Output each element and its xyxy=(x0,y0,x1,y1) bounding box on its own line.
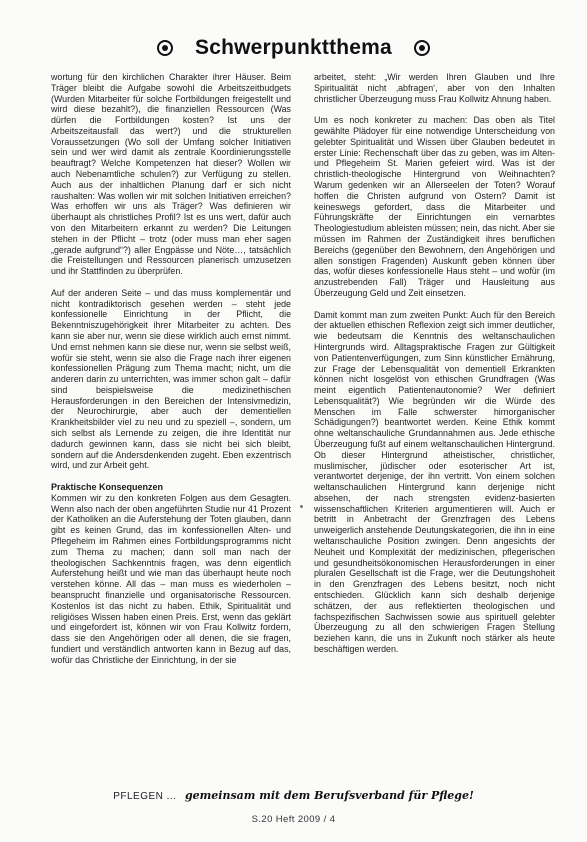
body-paragraph: Damit kommt man zum zweiten Punkt: Auch für den Bereich der aktuellen ethischen Reflexion zeigt sich immer deutlicher, wie bedeutsam die Kenntnis des weltanschaulichen Hintergrunds wird. Alltagspraktische Fragen zur Gültigkeit von Patientenverfügungen, zum Sinn künstlicher Ernährung, zur Frage der Lebensqualität von dementiell Erkrankten können nicht losgelöst von ethischen Grundfragen (Was meint eigentlich Patientenautonomie? Wer definiert Lebensqualität?) Wie begründen wir die Würde des Menschen im Falle schwerster hirnorganischer Schädigungen?) beantwortet werden. Keine Ethik kommt ohne weltanschauliche Grundannahmen aus. Jede ethische Überzeugung fußt auf einem weltanschaulichen Hintergrund. Ob dieser Hintergrund atheistischer, christlicher, muslimischer, jüdischer oder esoterischer Art ist, verantwortet derjenige, der ihn vertritt. Von einem solchen weltanschaulichen Hintergrund kann derjenige nicht absehen, der nach strengsten evidenz-basierten wissenschaftlichen Kriterien argumentieren will. Auch er betritt in Anbetracht der Grenzfragen des Lebens unweigerlich anstehende Deutungskategorien, die ihn in eine weltanschauliche Position zwingen. Denn angesichts der Neuheit und Komplexität der medizinischen, pflegerischen und gesundheitsökonomischen Herausforderungen in einer pluralen Gesellschaft ist die Frage, wer die Deutungshoheit in den Grenzfragen des Lebens besitzt, noch nicht entschieden. Glücklich kann sich deshalb derjenige schätzen, der aus reflektierten theologischen und fachspezifischen Sachwissen sowie aus spirituell gelebter Überzeugung zu all den schwierigen Fragen Stellung beziehen kann, die uns in Zukunft noch stärker als heute beschäftigen werden. xyxy=(314,309,555,654)
body-paragraph: wortung für den kirchlichen Charakter ihrer Häuser. Beim Träger bleibt die Aufgabe sowohl die Arbeitszeitbudgets (Wurden Mitarbeiter für solche Fortbildungen freigestellt und wird diese bezahlt?), die finanziellen Ressourcen (Was dürfen die Fortbildungen kosten? Ist uns der Arbeitszeitausfall das wert?) und die strukturellen Voraussetzungen (Wo soll der Umfang solcher Initiativen sein und wer wird damit als zentrale Koordinierungsstelle beauftragt? Welche Kompetenzen hat dieser? Wollen wir auch Nebenamtliche schulen?) zur Verfügung zu stellen. Auch aus der inhaltlichen Planung darf er sich nicht raushalten: Was wollen wir mit solchen Initiativen erreichen? Was erhoffen wir uns als Träger? Was definieren wir überhaupt als christliches Profil? Ist es uns wert, dafür auch von den Mitarbeitern erkannt zu werden? Die Leitungen stehen in der Pflicht – trotz (oder muss man eher sagen „gerade aufgrund“?) aller Engpässe und Nöte…, tatsächlich die Freistellungen und Ressourcen planerisch umzusetzen und ihr Stattfinden zu überprüfen. xyxy=(51,72,291,277)
page-header xyxy=(0,36,587,62)
target-ornament-icon xyxy=(414,40,430,56)
target-ornament-icon xyxy=(157,40,173,56)
body-paragraph: Auf der anderen Seite – und das muss komplementär und nicht kontradiktorisch gesehen werden – steht jede konfessionelle Einrichtung in der Pflicht, die Bekenntniszugehörigkeit ihrer Mitarbeiter zu achten. Des kann sie aber nur, wenn sie diese wirklich auch ernst nimmt. Und ernst nehmen kann sie diese nur, wenn sie selbst weiß, wofür sie steht, wenn sie also die Frage nach ihrer eigenen konfessionellen Prägung zum Thema macht; nicht, um die anderen darin zu unterrichten, was immer schon galt – dafür sind beispielsweise die medizinethischen Herausforderungen in den Bereichen der Intensivmedizin, der Neurochirurgie, aber auch der dementiellen Krankheitsbilder viel zu neu und zu speziell –, sondern, um sich selbst als Lernende zu zeigen, die ihre Identität nur dadurch gewinnen kann, dass sie nicht bei sich bleibt, sondern auf die Andersdenkenden zugeht. Eben exzentrisch wird, und zur Arbeit geht. xyxy=(51,287,291,471)
body-paragraph: Um es noch konkreter zu machen: Das oben als Titel gewählte Plädoyer für eine notwendige Unterscheidung von gelebter Spiritualität und Wissen über Glauben bedeutet in erster Linie: Rechenschaft über das zu geben, was im Alten- und Pflegeheim St. Marien gefeiert wird. Was ist der christlich-theologische Hintergrund von Weihnachten? Warum gedenken wir an Allerseelen der Toten? Worauf hoffen die Christen aufgrund von Ostern? Damit ist keineswegs gefordert, dass die Mitarbeiter und Führungskräfte der Einrichtungen ein vernarbtes Theologiestudium ableisten müssen; nein, das nicht. Aber sie müssen im Rahmen der Zuständigkeit ihres beruflichen Bereichs (gegenüber den Bewohnern, den Angehörigen und allen sonstigen Fragenden) Auskunft geben können über das, wofür dieses konfessionelle Haus steht – und wofür (im anzustrebenden Fall) Träger und Hausleitung aus Überzeugung Geld und Zeit einsetzen. xyxy=(314,115,555,298)
page-number: S.20 Heft 2009 / 4 xyxy=(251,814,336,825)
column-divider-dot xyxy=(300,505,303,508)
body-paragraph: Kommen wir zu den konkreten Folgen aus dem Gesagten. Wenn also nach der oben angeführten Studie nur 41 Prozent der Katholiken an die Auferstehung der Toten glauben, dann gibt es keinen Grund, das im konfessionellen Alten- und Pflegeheim im Rahmen eines Fortbildungsprogramms nicht zum Thema zu machen; dann soll man nach der theologischen Sachkenntnis fragen, was denn eigentlich Auferstehung heißt und wie man das überhaupt heute noch verstehen könne. All das – man muss es wiederholen – beansprucht finanzielle und organisatorische Ressourcen. Kostenlos ist das nicht zu haben. Ethik, Spiritualität und religiöses Wissen haben einen Preis. Erst, wenn das geklärt und eingefordert ist, können wir von Frau Kollwitz fordern, dass sie den Angehörigen oder all denen, die sie fragen, fundiert und verständlich antworten kann in Bezug auf das, wofür das Christliche der Einrichtung, in der sie xyxy=(51,492,291,665)
page-footer xyxy=(0,786,587,825)
subsection-heading: Praktische Konsequenzen xyxy=(51,482,164,493)
body-paragraph: arbeitet, steht: „Wir werden Ihren Glauben und Ihre Spiritualität nicht ‚abfragen‘, aber von den Inhalten christlicher Überzeugung muss Frau Kollwitz Ahnung haben. xyxy=(314,72,555,104)
footer-brand: PFLEGEN ... xyxy=(113,791,177,802)
footer-slogan: gemeinsam mit dem Berufsverband für Pflege! xyxy=(184,789,474,802)
left-text-column xyxy=(51,72,291,665)
section-title: Schwerpunktthema xyxy=(195,36,392,59)
right-text-column xyxy=(314,72,555,655)
